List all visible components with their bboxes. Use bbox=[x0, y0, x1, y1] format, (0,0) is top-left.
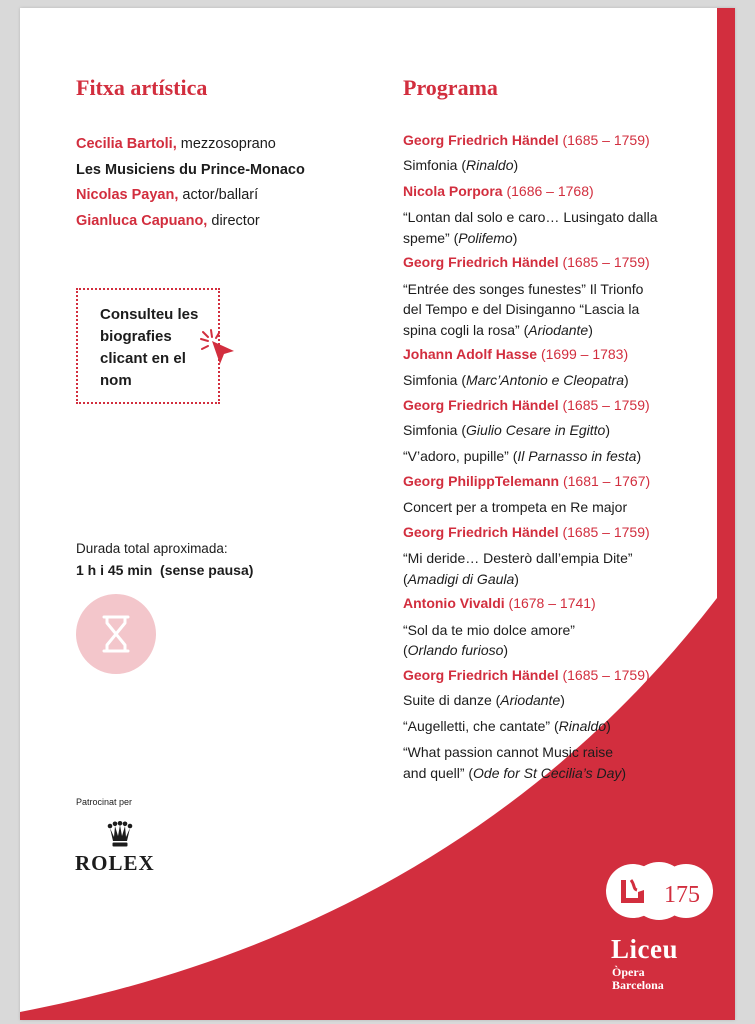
work-text: ) bbox=[503, 642, 509, 659]
program-work bbox=[403, 714, 703, 739]
cast-name-link[interactable]: Nicolas Payan, bbox=[76, 187, 179, 203]
program-work bbox=[403, 279, 703, 341]
work-title: Rinaldo bbox=[466, 157, 514, 174]
work-title: Orlando furioso bbox=[407, 642, 504, 659]
composer-name[interactable]: Georg Friedrich Händel bbox=[403, 254, 559, 271]
composer-name[interactable]: Johann Adolf Hasse bbox=[403, 346, 538, 363]
program-composer-line[interactable] bbox=[403, 591, 703, 616]
cast-name-link[interactable]: Cecilia Bartoli, bbox=[76, 136, 177, 152]
composer-years: (1685 – 1759) bbox=[562, 666, 650, 683]
program-heading: Programa bbox=[403, 75, 498, 100]
duration-label: Durada total aproximada: bbox=[76, 541, 228, 556]
composer-years: (1699 – 1783) bbox=[540, 346, 629, 363]
work-text: Simfonia ( bbox=[403, 422, 467, 439]
crown-icon bbox=[107, 821, 133, 851]
work-text: “Lontan dal solo e caro… Lusingato dalla speme” ( bbox=[403, 209, 658, 246]
work-text: ) bbox=[513, 157, 519, 174]
work-text: “V’adoro, pupille” ( bbox=[403, 447, 518, 464]
composer-name[interactable]: Georg PhilippTelemann bbox=[403, 473, 560, 490]
work-text: ) bbox=[605, 422, 610, 439]
cast-list bbox=[76, 132, 305, 234]
work-text: “Mi deride… Desterò dall’empia Dite” ( bbox=[403, 550, 633, 587]
program-work bbox=[403, 418, 703, 443]
composer-years: (1685 – 1759) bbox=[562, 254, 650, 271]
work-title: Ariodante bbox=[500, 692, 561, 709]
program-page bbox=[20, 8, 735, 1020]
composer-name[interactable]: Georg Friedrich Händel bbox=[403, 132, 559, 148]
program-composer-line[interactable] bbox=[403, 520, 703, 545]
work-text: ) bbox=[560, 692, 565, 709]
click-cursor-icon bbox=[199, 328, 241, 370]
composer-years: (1686 – 1768) bbox=[506, 182, 594, 199]
cast-name-link[interactable]: Gianluca Capuano, bbox=[76, 212, 208, 229]
program-composer-line[interactable] bbox=[403, 469, 703, 494]
program-work bbox=[403, 548, 703, 589]
composer-years: (1685 – 1759) bbox=[562, 396, 650, 413]
cast-role: actor/ballarí bbox=[182, 187, 259, 203]
program-work bbox=[403, 207, 703, 248]
anniversary-number: 175 bbox=[664, 882, 700, 908]
program-composer-line[interactable] bbox=[403, 663, 703, 688]
composer-name[interactable]: Georg Friedrich Händel bbox=[403, 523, 559, 540]
sponsor-label: Patrocinat per bbox=[76, 797, 133, 807]
hourglass-icon bbox=[100, 614, 132, 654]
program-work bbox=[403, 444, 703, 469]
work-title: Ariodante bbox=[528, 321, 589, 338]
work-text: ) bbox=[588, 321, 593, 338]
cast-item[interactable] bbox=[76, 132, 305, 158]
work-text: “Sol da te mio dolce amore” ( bbox=[403, 621, 575, 659]
program-composer-line[interactable] bbox=[403, 393, 703, 418]
program-work bbox=[403, 368, 703, 393]
work-title: Giulio Cesare in Egitto bbox=[466, 422, 606, 439]
work-text: ) bbox=[606, 717, 611, 734]
work-text: Simfonia ( bbox=[403, 371, 467, 388]
program-composer-line[interactable] bbox=[403, 342, 703, 367]
work-title: Marc’Antonio e Cleopatra bbox=[466, 371, 625, 388]
work-title: Polifemo bbox=[458, 229, 513, 246]
work-text: ) bbox=[624, 371, 629, 388]
work-text: ) bbox=[512, 229, 518, 246]
program-work bbox=[403, 495, 703, 520]
cast-name-link[interactable]: Les Musiciens du Prince-Monaco bbox=[76, 161, 305, 178]
duration-value: 1 h i 45 min (sense pausa) bbox=[76, 562, 254, 578]
program-work bbox=[403, 620, 703, 661]
work-title: Ode for St Cecilia’s Day bbox=[473, 764, 622, 781]
composer-name[interactable]: Nicola Porpora bbox=[403, 182, 503, 199]
liceu-wordmark: Liceu bbox=[611, 934, 678, 964]
cast-item[interactable] bbox=[76, 158, 305, 184]
work-text: ) bbox=[621, 764, 627, 781]
cast-role: mezzosoprano bbox=[180, 136, 276, 152]
program-list bbox=[403, 128, 703, 785]
liceu-subtitle-line: Òpera bbox=[612, 965, 645, 979]
work-text: Simfonia ( bbox=[403, 157, 467, 174]
program-composer-line[interactable] bbox=[403, 179, 703, 204]
biography-note-text: Consulteu les biografies clicant en el nom bbox=[100, 306, 199, 389]
work-title: Amadigi di Gaula bbox=[407, 570, 515, 587]
cast-heading: Fitxa artística bbox=[76, 75, 208, 100]
composer-name[interactable]: Georg Friedrich Händel bbox=[403, 666, 559, 683]
work-text: “Entrée des songes funestes” Il Trionfo del Tempo e del Disinganno “Lascia la spina cogli la rosa” ( bbox=[403, 280, 644, 338]
composer-name[interactable]: Georg Friedrich Händel bbox=[403, 396, 559, 413]
cast-item[interactable] bbox=[76, 183, 305, 209]
work-title: Rinaldo bbox=[558, 717, 607, 734]
liceu-subtitle bbox=[612, 966, 664, 992]
program-work bbox=[403, 742, 703, 783]
program-composer-line[interactable] bbox=[403, 128, 703, 153]
composer-name[interactable]: Antonio Vivaldi bbox=[403, 595, 505, 612]
program-work bbox=[403, 688, 703, 713]
work-text: ) bbox=[514, 570, 519, 587]
composer-years: (1685 – 1759) bbox=[562, 523, 650, 540]
hourglass-badge bbox=[76, 594, 156, 674]
work-title: Il Parnasso in festa bbox=[517, 447, 637, 464]
cast-item[interactable] bbox=[76, 209, 305, 235]
work-text: “Augelletti, che cantate” ( bbox=[403, 717, 559, 734]
work-text: Concert per a trompeta en Re major bbox=[403, 498, 628, 515]
composer-years: (1681 – 1767) bbox=[562, 473, 651, 490]
work-text: ) bbox=[636, 447, 642, 464]
composer-years: (1685 – 1759) bbox=[562, 132, 650, 148]
cast-role: director bbox=[211, 212, 260, 229]
program-composer-line[interactable] bbox=[403, 250, 703, 275]
sponsor-wordmark: ROLEX bbox=[75, 851, 155, 875]
work-text: “What passion cannot Music raise and quell” ( bbox=[403, 744, 614, 781]
program-work bbox=[403, 153, 703, 178]
composer-years: (1678 – 1741) bbox=[508, 595, 596, 612]
liceu-subtitle-line: Barcelona bbox=[612, 978, 664, 992]
work-text: Suite di danze ( bbox=[403, 692, 501, 709]
